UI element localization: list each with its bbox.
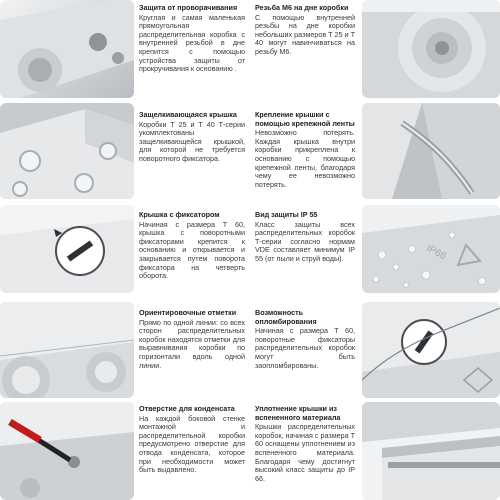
feature-body: Прямо по одной линии: со всех сторон распределительных коробок находятся отметки для выравнивания коробки по горизонтали вдоль одной линии. [139,317,245,370]
photo-alignment-marks [0,302,134,398]
feature-title: Возможность опломбирования [255,308,317,326]
feature-m6-thread [255,4,355,57]
feature-condensate [139,405,245,475]
feature-anti-rotation [139,4,245,74]
feature-title: Резьба М6 на дне коробки [255,3,349,12]
ip-mark-label: IP66 [424,242,448,263]
feature-body: Начиная с размера Т 60, поворотные фиксаторы распределительных коробок могут быть заопломбированы. [255,326,355,370]
feature-body: Невозможно потерять. Каждая крышка внутри коробки прикреплена к основанию с помощью крепежной ленты, благодаря чему ее невозможно потерять. [255,128,355,189]
photo-snap-lid [0,103,134,199]
feature-title: Уплотнение крышки из вспененного материала [255,404,341,422]
feature-quarter-turn [139,211,245,281]
photo-m6-thread [362,0,500,98]
photo-quarter-turn-fastener [0,205,134,293]
feature-body: На каждой боковой стенке монтажной и распределительной коробки предусмотрено отверстие для отвода конденсата, которое при необходимости может быть выдавлено. [139,413,245,475]
feature-body: Начиная с размера Т 60, крышка с поворотными фиксаторами крепится к основанию и открывается и закрывается путем поворота фиксатора на четверть оборота. [139,219,245,281]
feature-foam-seal [255,405,355,483]
feature-title: Защелкивающаяся крышка [139,110,237,119]
feature-alignment-marks [139,309,245,370]
feature-retaining-strap [255,111,355,189]
feature-title: Крышка с фиксатором [139,210,220,219]
feature-body: Класс защиты всех распределительных коробок Т-серии согласно нормам VDE составляет минимум IP 55 (от пыли и струй воды). [255,219,355,263]
feature-sealing [255,309,355,370]
photo-condensate-hole [0,402,134,500]
feature-body: С помощью внутренней резьбы на дне коробки небольших размеров Т 25 и Т 40 могут навинчиваться на резьбу М6. [255,12,355,56]
photo-retaining-strap [362,103,500,199]
photo-anti-rotation [0,0,134,98]
feature-title: Вид защиты IP 55 [255,210,318,219]
feature-title: Крепление крышки с помощью крепежной ленты [255,110,355,128]
feature-ip55 [255,211,355,264]
feature-snap-lid [139,111,245,164]
feature-body: Крышки распределительных коробок, начиная с размера Т 60 оснащены уплотнением из вспененного материала. Благодаря чему достигнут высокий класс защиты до IP 66. [255,422,356,483]
photo-sealing [362,302,500,398]
feature-title: Защита от проворачивания [139,3,238,12]
feature-title: Отверстие для конденсата [139,404,235,413]
feature-body: Коробки Т 25 и Т 40 Т-серии укомплектованы защелкивающейся крышкой, для которой не требуется поворотного фиксатора. [139,119,245,163]
photo-ip-protection [362,205,500,293]
photo-foam-seal [362,402,500,500]
feature-title: Ориентировочные отметки [139,308,237,317]
feature-body: Круглая и самая маленькая прямоугольная распределительная коробка с внутренней резьбой в дне крепится с помощью устройства защиты от прокручивания к основанию . [139,12,245,74]
